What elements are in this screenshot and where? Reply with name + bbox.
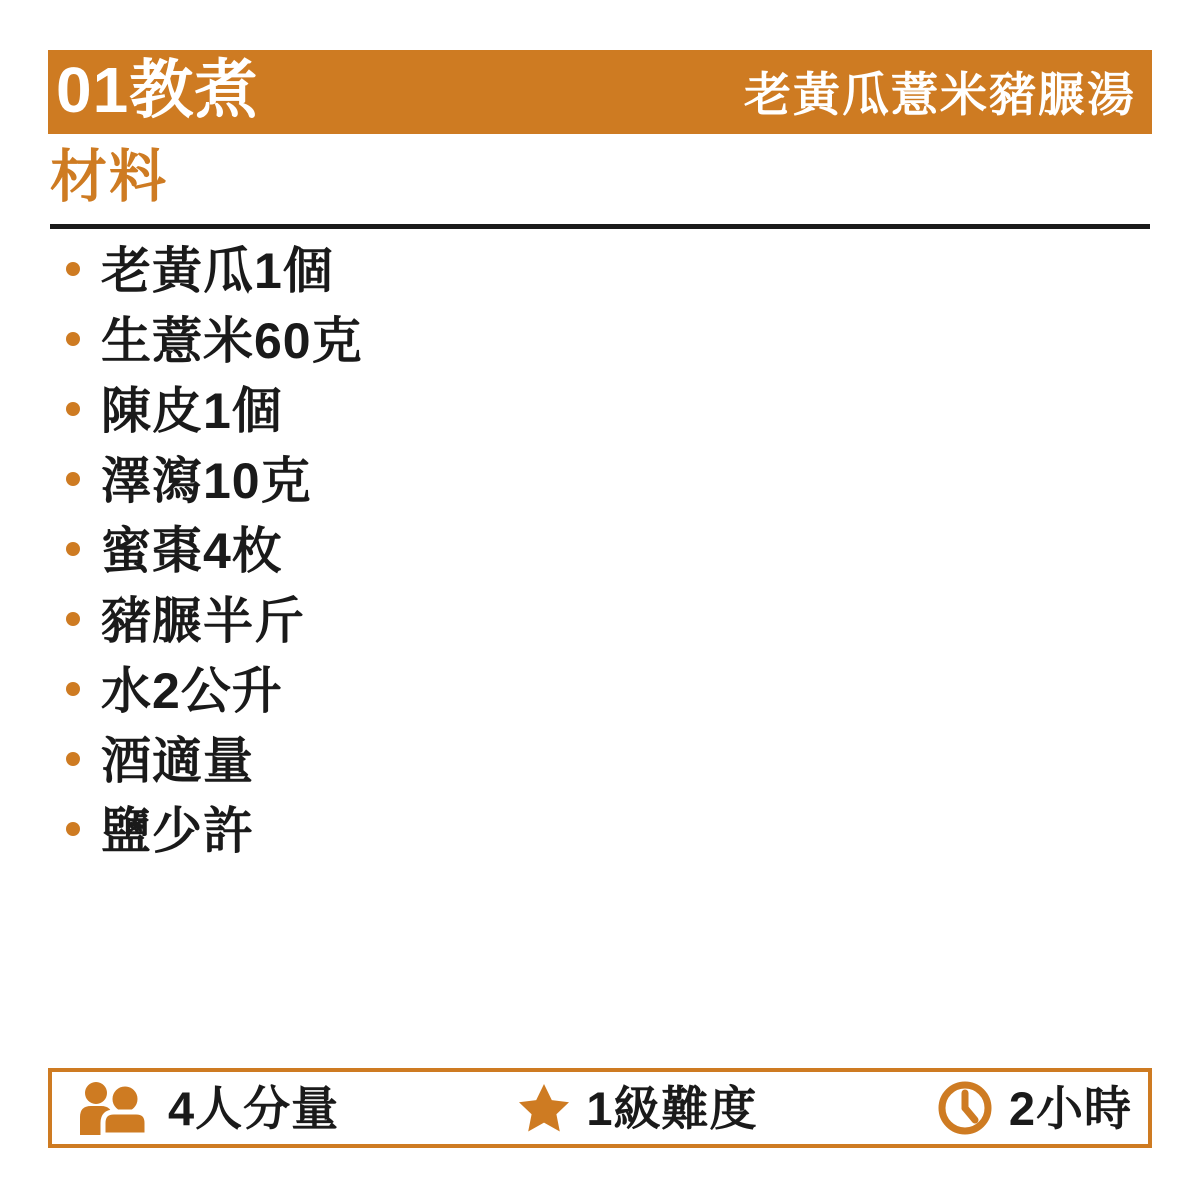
time-label: 2小時 <box>1008 1081 1132 1135</box>
bullet-dot-icon <box>66 472 80 486</box>
ingredient-item <box>48 726 1148 796</box>
ingredient-item <box>48 586 1148 656</box>
recipe-title: 老黃瓜薏米豬𦟌湯 <box>744 67 1136 121</box>
ingredient-text: 陳皮1個 <box>101 383 283 439</box>
bullet-dot-icon <box>66 262 80 276</box>
header-bar <box>48 50 1152 134</box>
clock-icon <box>937 1080 993 1136</box>
servings-label: 4人分量 <box>168 1081 340 1135</box>
brand-logo: 01教煮 <box>56 54 260 126</box>
ingredient-item <box>48 446 1148 516</box>
difficulty-info <box>518 1083 757 1133</box>
ingredient-text: 蜜棗4枚 <box>101 523 283 579</box>
bullet-dot-icon <box>66 822 80 836</box>
ingredients-list <box>48 236 1148 866</box>
ingredient-text: 生薏米60克 <box>101 313 363 369</box>
people-icon <box>72 1081 152 1135</box>
ingredient-item <box>48 236 1148 306</box>
ingredient-text: 水2公升 <box>101 663 283 719</box>
ingredient-item <box>48 796 1148 866</box>
ingredient-text: 酒適量 <box>101 733 254 789</box>
ingredient-item <box>48 376 1148 446</box>
bullet-dot-icon <box>66 332 80 346</box>
time-info <box>937 1080 1132 1136</box>
ingredient-text: 豬𦟌半斤 <box>101 593 305 649</box>
ingredient-text: 老黃瓜1個 <box>101 243 334 299</box>
star-icon <box>518 1083 570 1133</box>
difficulty-label: 1級難度 <box>586 1081 758 1135</box>
servings-info <box>72 1081 339 1135</box>
bullet-dot-icon <box>66 682 80 696</box>
bullet-dot-icon <box>66 402 80 416</box>
bullet-dot-icon <box>66 542 80 556</box>
bullet-dot-icon <box>66 752 80 766</box>
bullet-dot-icon <box>66 612 80 626</box>
ingredient-text: 鹽少許 <box>101 803 254 859</box>
info-bar <box>48 1068 1152 1148</box>
ingredient-item <box>48 306 1148 376</box>
section-heading-ingredients: 材料 <box>50 145 168 209</box>
ingredient-item <box>48 656 1148 726</box>
ingredient-item <box>48 516 1148 586</box>
ingredient-text: 澤瀉10克 <box>101 453 312 509</box>
divider-line <box>50 224 1150 229</box>
